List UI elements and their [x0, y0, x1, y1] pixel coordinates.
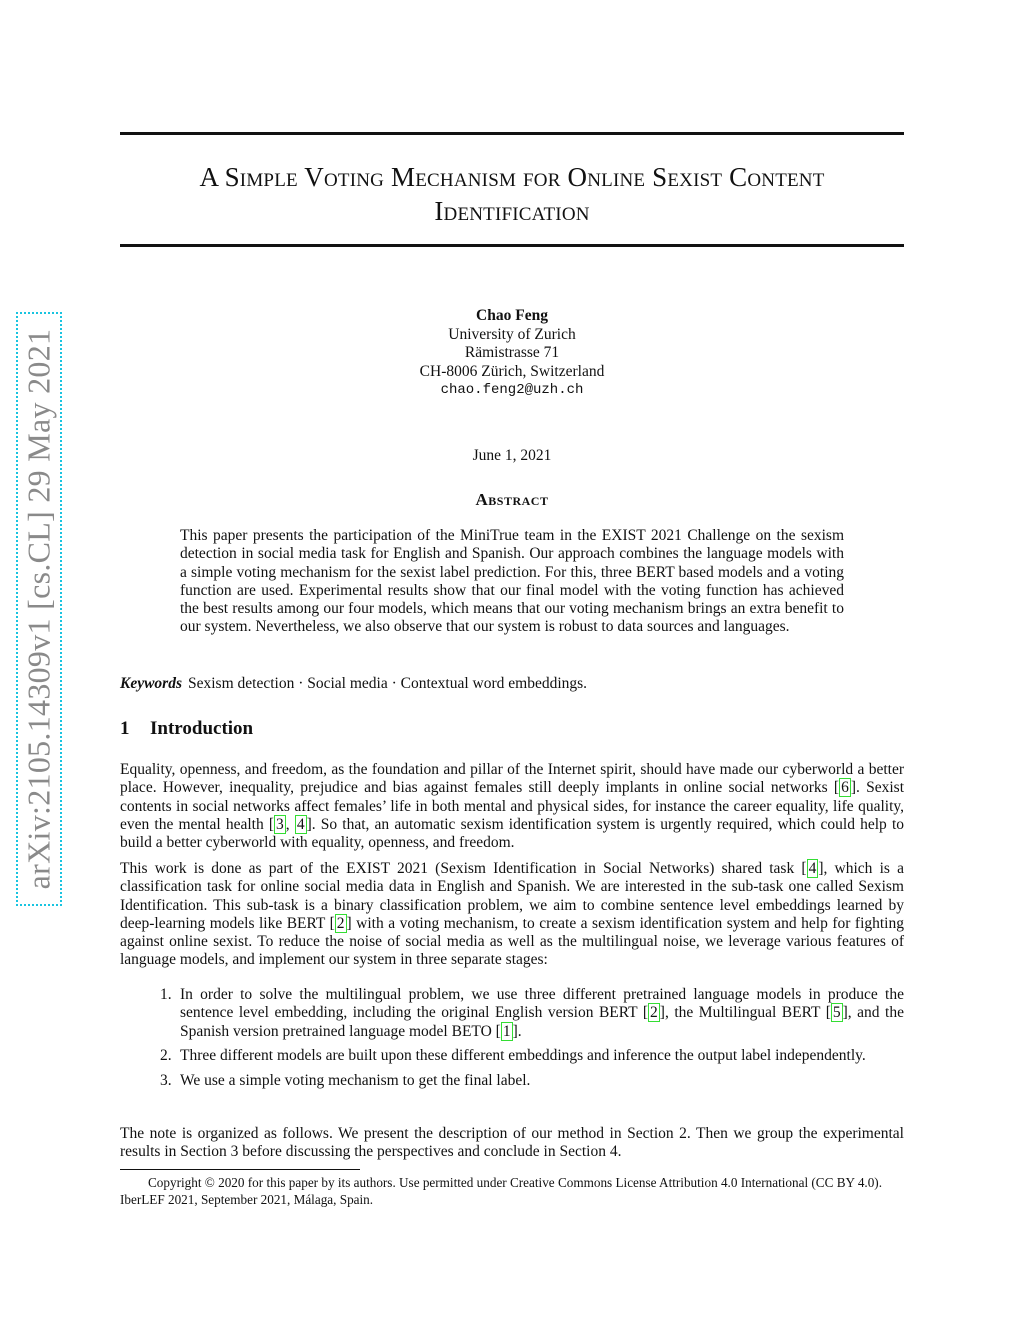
- citation-link[interactable]: 2: [336, 914, 345, 932]
- list-item: [120, 1072, 904, 1090]
- citation-link[interactable]: 4: [808, 860, 817, 877]
- section-title: Introduction: [150, 718, 254, 739]
- title-rule-bottom: [120, 244, 904, 247]
- citation-link[interactable]: 4: [296, 815, 305, 833]
- paragraph-text: ]. So that, an automatic sexism identification system is urgently required, which could help to build a better cyberworld with equality, openness, and freedom.: [120, 815, 904, 852]
- paper-date: June 1, 2021: [472, 447, 552, 464]
- citation-link[interactable]: 2: [650, 1004, 658, 1022]
- arxiv-id: arXiv:2105.14309v1 [cs.CL] 29 May 2021: [20, 328, 57, 890]
- abstract-heading: Abstract: [475, 490, 549, 509]
- list-marker: 3.: [160, 1072, 172, 1090]
- keywords-text: Sexism detection · Social media · Contextual word embeddings.: [188, 675, 588, 692]
- citation-link[interactable]: 1: [502, 1022, 511, 1040]
- list-marker: 2.: [160, 1047, 172, 1065]
- keywords-label: Keywords: [120, 675, 182, 692]
- paragraph-text: This work is done as part of the EXIST 2021 (Sexism Identification in Social Networks) shared task [: [120, 860, 807, 877]
- keywords: [120, 674, 904, 693]
- citation-link[interactable]: 3: [276, 815, 284, 833]
- list-item-text: ], the Multilingual BERT [: [659, 1004, 831, 1022]
- paragraph-text: ], which is a classification task for online social media data in English and Spanish. We are interested in the sub-task one called Sexism Identification. This sub-task is a binary classification problem, we aim to combine sentence level embeddings learned by deep-learning models like BERT [: [120, 860, 904, 932]
- citation-link[interactable]: 5: [832, 1004, 841, 1022]
- paragraph-text: ] with a voting mechanism, to create a sexism identification system and help for fighting against online sexist. To reduce the noise of social media as well as the multilingual noise, we leverage various features of language models, and implement our system in three separate stages:: [120, 914, 904, 969]
- footnote-rule: [120, 1169, 360, 1170]
- list-item: [120, 1047, 904, 1065]
- stages-list: [120, 986, 904, 1097]
- section-number: 1: [120, 718, 130, 739]
- copyright-footnote: Copyright © 2020 for this paper by its authors. Use permitted under Creative Commons License Attribution 4.0 International (CC BY 4.0). IberLEF 2021, September 2021, Málaga, Spain.: [120, 1175, 882, 1207]
- author-email[interactable]: chao.feng2@uzh.ch: [440, 382, 584, 398]
- list-item-text: ], and the Spanish version pretrained language model BETO [: [180, 1004, 904, 1040]
- paper-title: A Simple Voting Mechanism for Online Sexist Content Identification: [199, 162, 825, 226]
- author-city: CH-8006 Zürich, Switzerland: [419, 362, 605, 380]
- list-item-text: ].: [512, 1022, 522, 1040]
- intro-paragraph-3: The note is organized as follows. We present the description of our method in Section 2. Then we group the experimental results in Section 3 before discussing the perspectives and conclude in Section 4.: [120, 1125, 904, 1161]
- section-heading: [120, 718, 253, 740]
- abstract-text: This paper presents the participation of the MiniTrue team in the EXIST 2021 Challenge on the sexism detection in social media task for English and Spanish. Our approach combines the language models with a simple voting mechanism for the sexist label prediction. For this, three BERT based models and a voting function are used. Experimental results show that our final model with the voting function has achieved the best results among our four models, which means that our voting mechanism brings an extra benefit to our system. Nevertheless, we also observe that our system is robust to data sources and languages.: [180, 527, 844, 636]
- arxiv-stamp[interactable]: [16, 312, 62, 906]
- intro-paragraph-1: [120, 761, 904, 852]
- author-name: Chao Feng: [476, 307, 548, 324]
- author-block: [312, 307, 712, 400]
- list-item-text: We use a simple voting mechanism to get the final label.: [180, 1072, 531, 1090]
- list-item: [120, 986, 904, 1041]
- intro-paragraph-2: [120, 860, 904, 970]
- citation-link[interactable]: 6: [841, 779, 849, 797]
- paragraph-text: Equality, openness, and freedom, as the foundation and pillar of the Internet spirit, should have made our cyberworld a better place. However, inequality, prejudice and bias against females still deeply implants in online social networks [: [120, 761, 904, 797]
- author-affiliation: University of Zurich: [448, 325, 576, 343]
- list-item-text: In order to solve the multilingual problem, we use three different pretrained language models in produce the sentence level embedding, including the original English version BERT [: [180, 986, 904, 1022]
- title-rule-top: [120, 132, 904, 135]
- author-street: Rämistrasse 71: [464, 344, 560, 361]
- list-marker: 1.: [160, 986, 172, 1003]
- list-item-text: Three different models are built upon these different embeddings and inference the output label independently.: [180, 1047, 866, 1065]
- paragraph-text: ,: [285, 815, 295, 833]
- paragraph-text: ]. Sexist contents in social networks affect females’ life in both mental and physical sides, for instance the career equality, life quality, even the mental health [: [120, 779, 904, 833]
